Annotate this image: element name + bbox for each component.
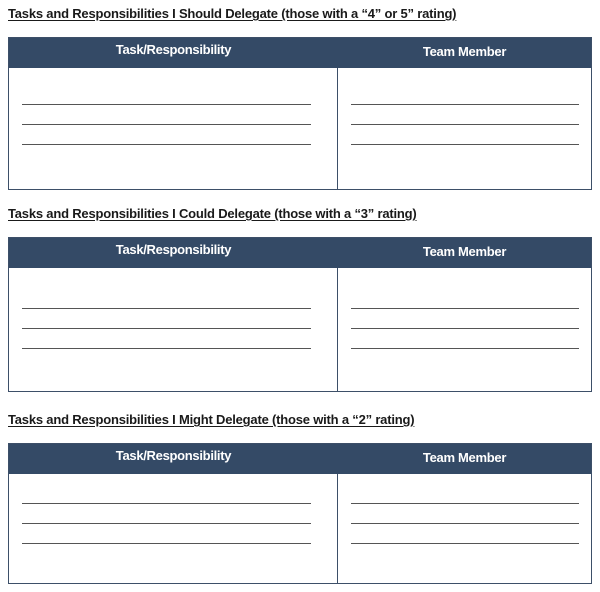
team-member-write-line[interactable] <box>351 543 579 544</box>
table-header <box>9 38 591 68</box>
team-member-write-line[interactable] <box>351 144 579 145</box>
column-header-team-member: Team Member <box>422 450 507 465</box>
section-title-should-delegate: Tasks and Responsibilities I Should Delegate (those with a “4” or 5” rating) <box>8 6 457 21</box>
task-write-line[interactable] <box>22 144 311 145</box>
section-title-might-delegate: Tasks and Responsibilities I Might Delegate (those with a “2” rating) <box>8 412 415 427</box>
team-member-write-line[interactable] <box>351 104 579 105</box>
team-member-write-line[interactable] <box>351 308 579 309</box>
table-might-delegate <box>8 443 592 584</box>
team-member-write-line[interactable] <box>351 503 579 504</box>
table-header <box>9 238 591 268</box>
task-write-line[interactable] <box>22 348 311 349</box>
team-member-entry-area[interactable] <box>338 268 591 391</box>
team-member-entry-area[interactable] <box>338 474 591 583</box>
table-body <box>9 268 591 391</box>
column-header-team-member: Team Member <box>422 44 507 59</box>
team-member-write-line[interactable] <box>351 328 579 329</box>
table-could-delegate <box>8 237 592 392</box>
task-entry-area[interactable] <box>9 68 338 189</box>
task-write-line[interactable] <box>22 104 311 105</box>
team-member-write-line[interactable] <box>351 523 579 524</box>
team-member-write-line[interactable] <box>351 348 579 349</box>
column-header-task: Task/Responsibility <box>115 448 232 463</box>
team-member-write-line[interactable] <box>351 124 579 125</box>
task-entry-area[interactable] <box>9 268 338 391</box>
table-body <box>9 474 591 583</box>
task-write-line[interactable] <box>22 124 311 125</box>
table-body <box>9 68 591 189</box>
task-write-line[interactable] <box>22 523 311 524</box>
column-header-team-member: Team Member <box>422 244 507 259</box>
column-header-task: Task/Responsibility <box>115 42 232 57</box>
task-write-line[interactable] <box>22 328 311 329</box>
column-header-task: Task/Responsibility <box>115 242 232 257</box>
task-write-line[interactable] <box>22 503 311 504</box>
table-should-delegate <box>8 37 592 190</box>
task-write-line[interactable] <box>22 543 311 544</box>
table-header <box>9 444 591 474</box>
task-write-line[interactable] <box>22 308 311 309</box>
team-member-entry-area[interactable] <box>338 68 591 189</box>
task-entry-area[interactable] <box>9 474 338 583</box>
section-title-could-delegate: Tasks and Responsibilities I Could Delegate (those with a “3” rating) <box>8 206 417 221</box>
